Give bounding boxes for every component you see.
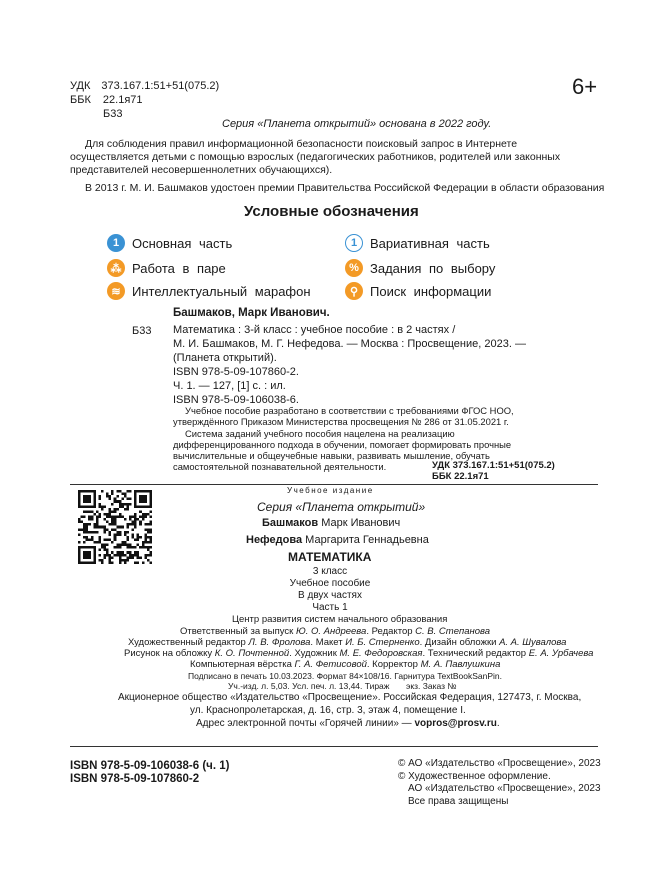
legend-label: Основная часть <box>132 235 233 251</box>
qr-code <box>78 490 152 564</box>
catalog-abstract-1: Учебное пособие разработано в соответствии с требованиями ФГОС НОО, утверждённого Приказом Министерства просвещения № 286 от 31.05.2021 г. <box>173 405 514 427</box>
catalog-bbk: ББК 22.1я71 <box>432 471 489 482</box>
footer-divider <box>70 746 598 747</box>
hotline-email <box>196 718 500 729</box>
catalog-line: ISBN 978-5-09-106038-6. <box>173 394 299 406</box>
series-note: Серия «Планета открытий» основана в 2022 году. <box>222 118 492 130</box>
credit-label: . Макет <box>310 637 343 648</box>
email-end: . <box>496 718 500 729</box>
imprint-author-1 <box>262 517 400 529</box>
credit-name: К. О. Почтенной <box>214 648 290 659</box>
credit-name: М. Е. Федоровская <box>339 648 423 659</box>
credit-line <box>190 659 500 670</box>
publisher-line-1: Акционерное общество «Издательство «Просвещение». Российская Федерация, 127473, г. Москва, <box>118 692 582 703</box>
divider <box>70 484 598 485</box>
credit-label: . Редактор <box>366 626 413 637</box>
credit-label: Рисунок на обложку <box>124 648 213 659</box>
age-rating: 6+ <box>572 74 598 99</box>
credit-line <box>124 648 593 659</box>
isbn-part-1: ISBN 978-5-09-106038-6 (ч. 1) <box>70 760 230 772</box>
legend-item-main <box>107 234 232 252</box>
author-name: Марк Иванович <box>321 517 401 529</box>
legend-label: Вариативная часть <box>370 235 490 251</box>
legend-item-choice <box>345 259 495 277</box>
imprint-parts: В двух частях <box>298 590 362 601</box>
catalog-code: Б33 <box>132 325 152 337</box>
imprint-title: МАТЕМАТИКА <box>288 550 372 564</box>
udk-label: УДК <box>70 80 91 92</box>
legend-item-variative <box>345 234 490 252</box>
catalog-line: Математика : 3-й класс : учебное пособие : в 2 частях / <box>173 324 456 336</box>
author-surname: Нефедова <box>246 534 303 546</box>
legend-title: Условные обозначения <box>244 203 419 220</box>
legend-item-search <box>345 282 491 300</box>
author-name: Маргарита Геннадьевна <box>305 534 429 546</box>
print-info-2: Уч.-изд. л. 5,03. Усл. печ. л. 13,44. Тираж экз. Заказ № <box>228 681 457 691</box>
credit-line <box>180 626 490 637</box>
percent-icon: % <box>345 259 363 277</box>
imprint-center: Центр развития систем начального образования <box>232 614 448 625</box>
credit-name: И. Б. Стерненко <box>345 637 420 648</box>
credit-label: Художественный редактор <box>128 637 246 648</box>
award-notice: В 2013 г. М. И. Башмаков удостоен премии Правительства Российской Федерации в области образования <box>85 182 605 194</box>
edition-type: Учебное издание <box>287 486 374 495</box>
catalog-line: М. И. Башмаков, М. Г. Нефедова. — Москва : Просвещение, 2023. — <box>173 338 526 350</box>
catalog-abstract-2: Система заданий учебного пособия нацелена на реализацию дифференцированного подхода в обучении, помогает формировать прочные вычислительные и общеучебные навыки, развивать мышление, обучать самостоятельной познавательной деятельности. <box>173 428 512 472</box>
udk-value: 373.167.1:51+51(075.2) <box>101 80 220 92</box>
publisher-line-2: ул. Краснопролетарская, д. 16, стр. 3, этаж 4, помещение I. <box>190 705 466 716</box>
credit-label: . Дизайн обложки <box>419 637 497 648</box>
bbk-line <box>70 94 143 107</box>
catalog-line: (Планета открытий). <box>173 352 277 364</box>
credit-name: С. В. Степанова <box>415 626 491 637</box>
credit-name: Ю. О. Андреева <box>295 626 367 637</box>
brain-icon: ≋ <box>107 282 125 300</box>
print-info-1: Подписано в печать 10.03.2023. Формат 84×108/16. Гарнитура TextBookSanPin. <box>188 671 502 681</box>
pair-work-icon: ⁂ <box>107 259 125 277</box>
credit-label: Компьютерная вёрстка <box>190 659 292 670</box>
imprint-kind: Учебное пособие <box>289 578 371 589</box>
email-link[interactable]: vopros@prosv.ru <box>414 718 497 729</box>
legend-label: Интеллектуальный марафон <box>132 283 311 299</box>
header-code: Б33 <box>103 108 123 120</box>
legend-label: Работа в паре <box>132 260 226 276</box>
legend-label: Поиск информации <box>370 283 492 299</box>
copyright-line: © Художественное оформление. <box>398 770 551 782</box>
credit-name: А. А. Шувалова <box>499 637 567 648</box>
credit-name: Г. А. Фетисовой <box>294 659 367 670</box>
author-surname: Башмаков <box>262 517 319 529</box>
catalog-description <box>173 323 526 407</box>
bbk-label: ББК <box>70 94 91 106</box>
bbk-value: 22.1я71 <box>102 94 143 106</box>
credit-name: М. А. Павлушкина <box>420 659 501 670</box>
legend-item-marathon <box>107 282 311 300</box>
credit-name: Е. А. Урбачева <box>528 648 594 659</box>
legend-label: Задания по выбору <box>370 260 496 276</box>
credit-name: Л. В. Фролова <box>248 637 311 648</box>
magnifier-icon: ⚲ <box>345 282 363 300</box>
catalog-line: ISBN 978-5-09-107860-2. <box>173 366 299 378</box>
credit-label: . Технический редактор <box>422 648 527 659</box>
copyright-line: АО «Издательство «Просвещение», 2023 <box>408 783 601 794</box>
imprint-author-2 <box>246 534 429 546</box>
email-label: Адрес электронной почты «Горячей линии» — <box>196 718 412 729</box>
credit-label: Ответственный за выпуск <box>180 626 294 637</box>
copyright-line: © АО «Издательство «Просвещение», 2023 <box>398 758 601 769</box>
number-one-filled-icon: 1 <box>107 234 125 252</box>
imprint-grade: 3 класс <box>312 566 348 577</box>
credit-line <box>128 637 566 648</box>
credit-label: . Корректор <box>366 659 418 670</box>
number-one-outline-icon: 1 <box>345 234 363 252</box>
catalog-author-heading: Башмаков, Марк Иванович. <box>173 307 330 319</box>
copyright-line: Все права защищены <box>408 795 509 807</box>
imprint-part: Часть 1 <box>312 602 348 613</box>
imprint-series: Серия «Планета открытий» <box>257 500 426 514</box>
catalog-udk: УДК 373.167.1:51+51(075.2) <box>432 460 555 471</box>
catalog-line: Ч. 1. — 127, [1] с. : ил. <box>173 380 286 392</box>
legend-item-pair <box>107 259 226 277</box>
internet-safety-notice: Для соблюдения правил информационной безопасности поисковый запрос в Интернете осуществляется детьми с помощью взрослых (педагогических работников, родителей или законных представителей несовершеннолетних обучающихся). <box>70 138 561 176</box>
udk-line <box>70 80 219 93</box>
isbn-set: ISBN 978-5-09-107860-2 <box>70 773 200 785</box>
credit-label: . Художник <box>289 648 337 659</box>
copyright-block <box>398 758 601 808</box>
